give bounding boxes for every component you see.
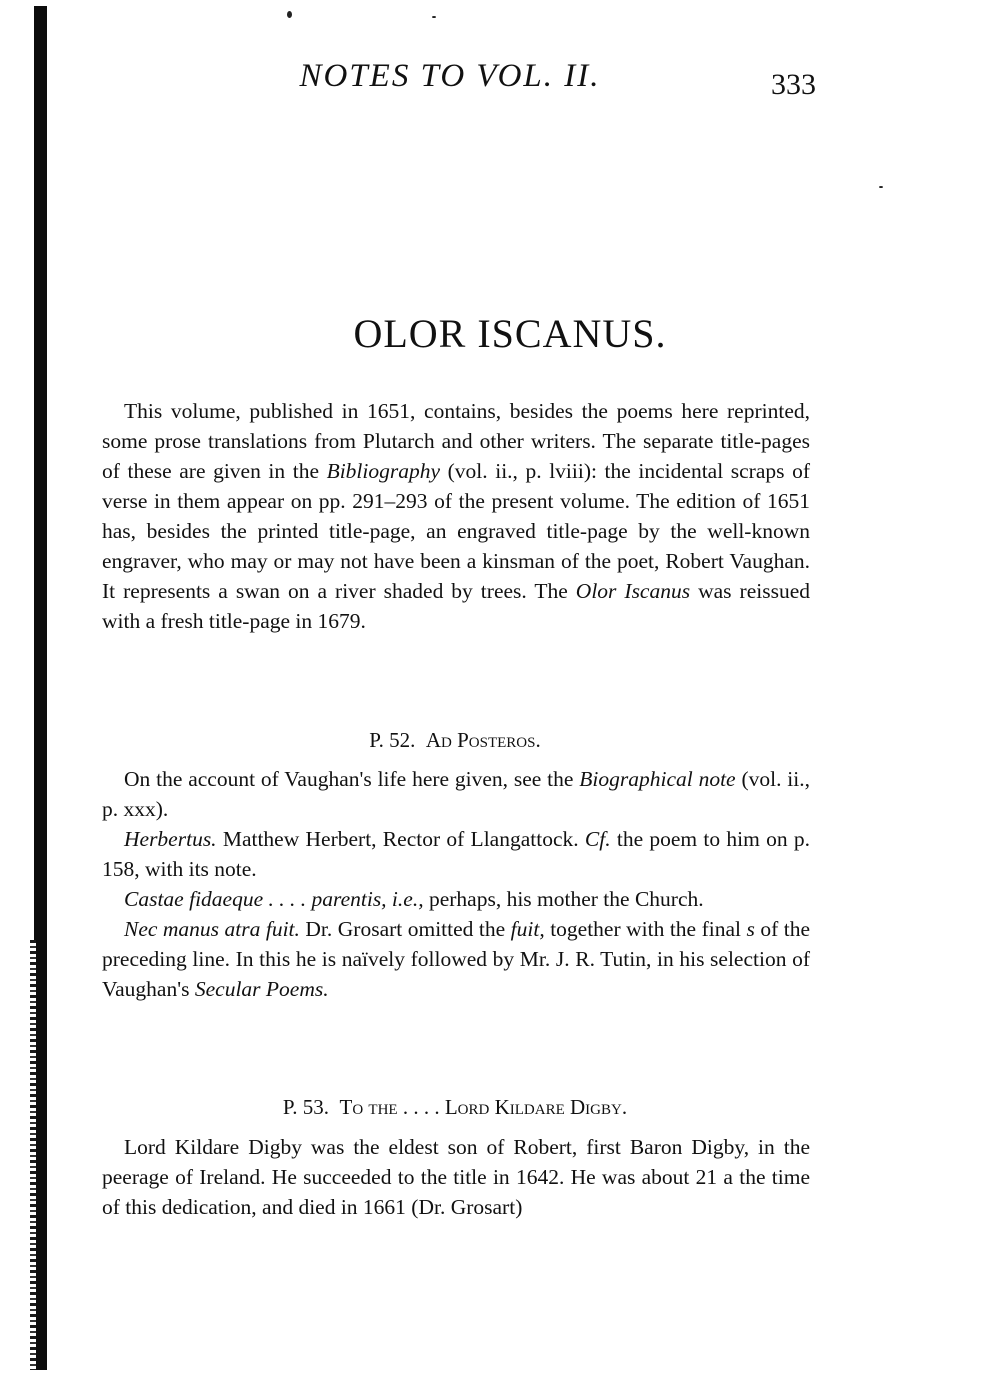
ink-speck — [432, 16, 436, 18]
intro-paragraph — [102, 396, 810, 636]
note-kildare-digby-body — [102, 1132, 810, 1222]
ink-speck — [287, 11, 292, 18]
note-paragraph — [102, 824, 810, 884]
note-ad-posteros-body — [102, 764, 810, 1004]
note-text: perhaps, his mother the Church. — [423, 887, 704, 911]
section-title: OLOR ISCANUS. — [353, 311, 667, 356]
note-italic: Secular Poems. — [194, 977, 329, 1001]
note-italic: Cf. — [584, 827, 611, 851]
note-paragraph — [102, 764, 810, 824]
intro-olor-iscanus: Olor Iscanus — [575, 579, 691, 603]
note-italic: Castae fidaeque . . . . parentis, i.e., — [124, 887, 424, 911]
note-italic: s — [746, 917, 755, 941]
note-heading-title: To the . . . . Lord Kildare Digby. — [339, 1095, 628, 1119]
intro-text: (vol. ii., p. lviii): the incidental scraps of verse in them appear on pp. 291–293 of the present volume. The edition of 1651 has, besides the printed title-page, an engraved title-page by the well-known engraver, who may or may not have been a kinsman of the poet, Robert Vaughan. It represents a swan on a river shaded by trees. The — [102, 459, 810, 603]
note-text: the poem to him on p. 158, with its note. — [102, 827, 811, 881]
note-italic: fuit, — [510, 917, 545, 941]
note-italic: Herbertus. — [124, 827, 217, 851]
note-heading-kildare-digby — [100, 1095, 810, 1120]
note-italic: Nec manus atra fuit. — [124, 917, 300, 941]
intro-bibliography-ref: Bibliography — [326, 459, 441, 483]
note-text: together with the final — [544, 917, 747, 941]
note-heading-ref: P. 52. — [369, 728, 416, 752]
note-paragraph: Lord Kildare Digby was the eldest son of Robert, first Baron Digby, in the peerage of Ireland. He succeeded to the title in 1642. He was about 21 a the time of this dedication, and died in 1661 (Dr. Grosart) — [102, 1135, 810, 1219]
note-text: Matthew Herbert, Rector of Llangattock. — [216, 827, 585, 851]
intro-text: This volume, published in 1651, contains, besides the poems here reprinted, some prose translations from Plutarch and other writers. The separate title-pages of these are given in the — [102, 399, 810, 483]
spine-edge — [30, 940, 36, 1370]
note-text: On the account of Vaughan's life here given, see the — [124, 767, 580, 791]
note-heading-title: Ad Posteros. — [425, 728, 541, 752]
page-number: 333 — [771, 68, 816, 101]
note-text: (vol. ii., p. xxx). — [102, 767, 810, 821]
note-heading-ad-posteros — [100, 728, 810, 753]
note-heading-ref: P. 53. — [282, 1095, 330, 1119]
note-text: of the preceding line. In this he is naïvely followed by Mr. J. R. Tutin, in his selection of Vaughan's — [102, 917, 810, 1001]
note-paragraph — [102, 884, 810, 914]
note-italic: Biographical note — [579, 767, 736, 791]
note-text: Dr. Grosart omitted the — [299, 917, 511, 941]
running-head: NOTES TO VOL. II. — [299, 58, 601, 94]
intro-text: was reissued with a fresh title-page in 1679. — [102, 579, 810, 633]
ink-speck — [879, 186, 883, 188]
note-paragraph — [102, 914, 810, 1004]
